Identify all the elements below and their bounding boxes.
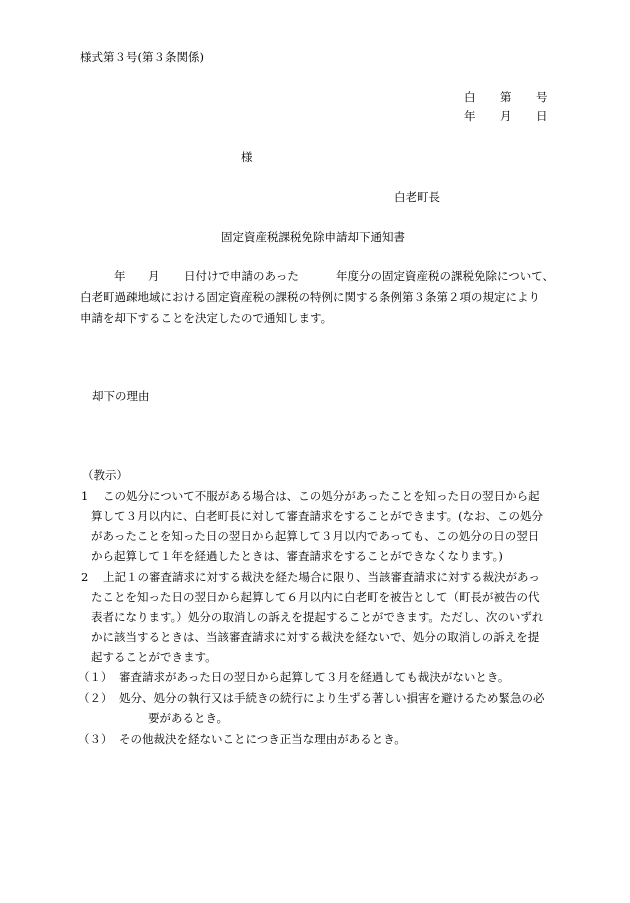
notice-heading: （教示） bbox=[82, 468, 128, 482]
sender: 白老町長 bbox=[394, 190, 440, 204]
notice-item1-line: 算して３月以内に、白老町長に対して審査請求をすることができます。(なお、この処分 bbox=[91, 509, 544, 523]
notice-item2-line: 上記１の審査請求に対する裁決を経た場合に限り、当該審査請求に対する裁決があっ bbox=[103, 570, 540, 584]
body-month: 月 bbox=[148, 269, 160, 283]
date-month: 月 bbox=[500, 109, 512, 123]
body-line1-b: 年度分の固定資産税の課税免除について、 bbox=[336, 269, 555, 283]
form-label: 様式第３号(第３条関係) bbox=[80, 50, 204, 64]
doc-number-prefix: 白 bbox=[464, 90, 476, 104]
sub-item3-number: （３） bbox=[78, 732, 113, 746]
body-year: 年 bbox=[114, 269, 126, 283]
sub-item3-line: その他裁決を経ないことにつき正当な理由があるとき。 bbox=[119, 732, 406, 746]
notice-item1-number: 1 bbox=[81, 489, 89, 503]
notice-item1-line: があったことを知った日の翌日から起算して３月以内であっても、この処分の日の翌日 bbox=[91, 529, 540, 543]
sub-item1-number: （１） bbox=[78, 670, 113, 684]
notice-item2-line: 表者になります。）処分の取消しの訴えを提起することができます。ただし、次のいずれ bbox=[91, 610, 544, 624]
body-line2: 白老町過疎地域における固定資産税の課税の特例に関する条例第３条第２項の規定により bbox=[80, 290, 540, 304]
notice-item1-line: この処分について不服がある場合は、この処分があったことを知った日の翌日から起 bbox=[103, 489, 540, 503]
notice-item2-line: たことを知った日の翌日から起算して６月以内に白老町を被告として（町長が被告の代 bbox=[91, 590, 540, 604]
date-day: 日 bbox=[536, 109, 548, 123]
doc-number-dai: 第 bbox=[500, 90, 512, 104]
body-line3: 申請を却下することを決定したので通知します。 bbox=[80, 311, 333, 325]
sub-item1-line: 審査請求があった日の翌日から起算して３月を経過しても裁決がないとき。 bbox=[119, 670, 510, 684]
notice-item1-line: から起算して１年を経過したときは、審査請求をすることができなくなります。) bbox=[91, 549, 503, 563]
sub-item2-line: 要があるとき。 bbox=[148, 711, 229, 725]
body-line1-a: 日付けで申請のあった bbox=[184, 269, 299, 283]
doc-number-go: 号 bbox=[536, 90, 548, 104]
document-title: 固定資産税課税免除申請却下通知書 bbox=[221, 230, 405, 244]
notice-item2-number: 2 bbox=[81, 570, 89, 584]
sub-item2-number: （２） bbox=[78, 691, 113, 705]
reason-heading: 却下の理由 bbox=[92, 389, 150, 403]
date-year: 年 bbox=[464, 109, 476, 123]
notice-item2-line: 起することができます。 bbox=[91, 650, 217, 664]
notice-item2-line: かに該当するときは、当該審査請求に対する裁決を経ないで、処分の取消しの訴えを提 bbox=[91, 630, 540, 644]
sub-item2-line: 処分、処分の執行又は手続きの続行により生ずる著しい損害を避けるため緊急の必 bbox=[119, 691, 545, 705]
addressee-suffix: 様 bbox=[241, 150, 253, 164]
